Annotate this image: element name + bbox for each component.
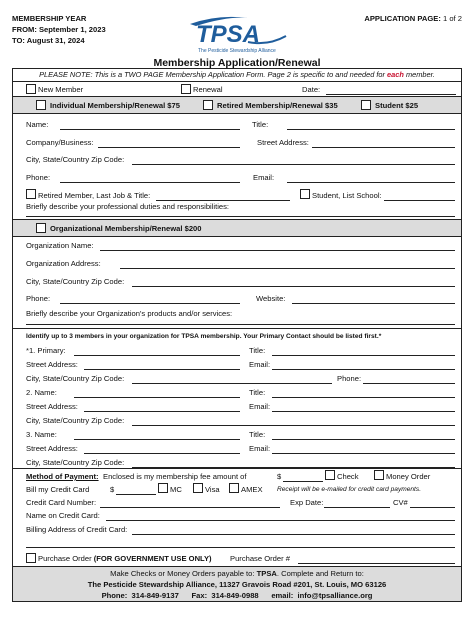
amex-checkbox[interactable] xyxy=(229,483,239,493)
member3-street-label: Street Address: xyxy=(26,444,78,453)
city-label: City, State/Country Zip Code: xyxy=(26,155,125,164)
renewal-label: Renewal xyxy=(193,85,223,94)
new-member-label: New Member xyxy=(38,85,84,94)
member2-email-label: Email: xyxy=(249,402,271,411)
cvv-label: CV# xyxy=(393,498,408,507)
duties-field[interactable] xyxy=(26,216,455,217)
member2-name-label: 2. Name: xyxy=(26,388,57,397)
footer-phone: 314-849-9137 xyxy=(131,591,179,600)
member1-email-field[interactable] xyxy=(272,369,455,370)
student-school-checkbox[interactable] xyxy=(300,189,310,199)
org-name-field[interactable] xyxy=(100,250,455,251)
amex-label: AMEX xyxy=(241,485,263,494)
logo-tagline: The Pesticide Stewardship Alliance xyxy=(198,48,276,54)
visa-label: Visa xyxy=(205,485,220,494)
name-label: Name: xyxy=(26,120,49,129)
phone-label: Phone: xyxy=(26,173,51,182)
po-number-field[interactable] xyxy=(298,563,455,564)
logo-text: TPSA xyxy=(196,21,261,48)
payment-method-label: Method of Payment: xyxy=(26,472,99,481)
mc-checkbox[interactable] xyxy=(158,483,168,493)
org-city-field[interactable] xyxy=(132,286,455,287)
org-website-field[interactable] xyxy=(292,303,455,304)
purchase-order-label xyxy=(38,554,212,563)
footer-fax: 314-849-0988 xyxy=(211,591,259,600)
po-number-label: Purchase Order # xyxy=(230,554,290,563)
member3-title-field[interactable] xyxy=(272,439,455,440)
student-option-label: Student $25 xyxy=(375,101,419,110)
members-intro: Identify up to 3 members in your organization for TPSA membership. Your Primary Contact should be listed first.* xyxy=(26,333,382,340)
member3-street-field[interactable] xyxy=(84,453,240,454)
city-field[interactable] xyxy=(132,164,455,165)
two-page-note xyxy=(13,69,461,80)
footer-email[interactable]: info@tpsalliance.org xyxy=(297,591,373,600)
money-order-checkbox[interactable] xyxy=(374,470,384,480)
street-label: Street Address: xyxy=(257,138,309,147)
retired-option-label: Retired Membership/Renewal $35 xyxy=(217,101,338,110)
name-on-card-label: Name on Credit Card: xyxy=(26,511,100,520)
organizational-checkbox[interactable] xyxy=(36,223,46,233)
member2-email-field[interactable] xyxy=(272,411,455,412)
new-member-checkbox[interactable] xyxy=(26,84,36,94)
student-school-field[interactable] xyxy=(384,200,455,201)
year-from: FROM: September 1, 2023 xyxy=(12,25,106,34)
check-checkbox[interactable] xyxy=(325,470,335,480)
org-describe-label: Briefly describe your Organization's products and/or services: xyxy=(26,309,233,318)
member3-email-label: Email: xyxy=(249,444,271,453)
tpsa-logo xyxy=(188,12,288,54)
student-school-label: Student, List School: xyxy=(312,191,382,200)
email-label: Email: xyxy=(253,173,275,182)
email-field[interactable] xyxy=(287,182,455,183)
org-phone-field[interactable] xyxy=(60,303,240,304)
phone-field[interactable] xyxy=(60,182,240,183)
member2-city-label: City, State/Country Zip Code: xyxy=(26,416,125,425)
form-title: Membership Application/Renewal xyxy=(153,57,321,69)
footer-payable-suffix: . Complete and Return to: xyxy=(276,569,364,578)
individual-checkbox[interactable] xyxy=(36,100,46,110)
year-to: TO: August 31, 2024 xyxy=(12,36,85,45)
name-on-card-field[interactable] xyxy=(106,520,455,521)
cc-number-field[interactable] xyxy=(100,507,280,508)
retired-member-label: Retired Member, Last Job & Title: xyxy=(38,191,151,200)
org-describe-field[interactable] xyxy=(26,324,455,325)
org-city-label: City, State/Country Zip Code: xyxy=(26,277,125,286)
membership-year-label: MEMBERSHIP YEAR xyxy=(12,14,87,23)
receipt-note: Receipt will be e-mailed for credit card payments. xyxy=(277,486,422,493)
enclosed-label: Enclosed is my membership fee amount of xyxy=(103,472,247,481)
note-prefix: PLEASE NOTE: This is a TWO PAGE Membership Application Form. Page 2 is specific to and needed for xyxy=(39,70,385,79)
title-field[interactable] xyxy=(287,129,455,130)
member1-street-field[interactable] xyxy=(84,369,240,370)
note-suffix: member. xyxy=(405,70,435,79)
org-name-label: Organization Name: xyxy=(26,241,94,250)
bill-card-label: Bill my Credit Card xyxy=(26,485,90,494)
bill-amount-field[interactable] xyxy=(116,494,156,495)
member2-street-label: Street Address: xyxy=(26,402,78,411)
member1-name-label: *1. Primary: xyxy=(26,346,66,355)
footer-payable-prefix: Make Checks or Money Orders payable to: xyxy=(110,569,255,578)
date-field[interactable] xyxy=(326,94,456,95)
cc-number-label: Credit Card Number: xyxy=(26,498,97,507)
billing-address-field[interactable] xyxy=(132,534,455,535)
application-page-label: APPLICATION PAGE: xyxy=(364,14,441,23)
member2-street-field[interactable] xyxy=(84,411,240,412)
company-field[interactable] xyxy=(98,147,240,148)
member1-phone-field[interactable] xyxy=(363,383,455,384)
duties-label: Briefly describe your professional duties and responsibilities: xyxy=(26,202,230,211)
date-label: Date: xyxy=(302,85,321,94)
cvv-field[interactable] xyxy=(410,507,455,508)
street-field[interactable] xyxy=(312,147,455,148)
member1-city-label: City, State/Country Zip Code: xyxy=(26,374,125,383)
member3-name-field[interactable] xyxy=(74,439,240,440)
exp-date-field[interactable] xyxy=(324,507,390,508)
fee-amount-field[interactable] xyxy=(283,481,323,482)
check-label: Check xyxy=(337,472,359,481)
company-label: Company/Business: xyxy=(26,138,94,147)
tpsa-logo-graphic xyxy=(188,12,288,54)
org-phone-label: Phone: xyxy=(26,294,51,303)
footer-fax-label: Fax: xyxy=(191,591,208,600)
org-address-field[interactable] xyxy=(120,268,455,269)
money-order-label: Money Order xyxy=(386,472,431,481)
individual-option-label: Individual Membership/Renewal $75 xyxy=(50,101,180,110)
retired-member-field[interactable] xyxy=(156,200,290,201)
footer-email-label: email: xyxy=(271,591,294,600)
member2-title-label: Title: xyxy=(249,388,266,397)
billing-address-label: Billing Address of Credit Card: xyxy=(26,525,128,534)
po-government-note: (FOR GOVERNMENT USE ONLY) xyxy=(93,554,212,563)
title-label: Title: xyxy=(252,120,269,129)
note-emphasis: each xyxy=(387,70,404,79)
member2-title-field[interactable] xyxy=(272,397,455,398)
footer-contact-line xyxy=(13,591,461,600)
member1-phone-label: Phone: xyxy=(337,374,362,383)
name-field[interactable] xyxy=(60,129,240,130)
student-checkbox[interactable] xyxy=(361,100,371,110)
retired-member-checkbox[interactable] xyxy=(26,189,36,199)
member1-name-field[interactable] xyxy=(74,355,240,356)
mc-label: MC xyxy=(170,485,182,494)
footer-payable-org: TPSA xyxy=(256,569,277,578)
member2-city-field[interactable] xyxy=(132,425,455,426)
member3-title-label: Title: xyxy=(249,430,266,439)
member1-street-label: Street Address: xyxy=(26,360,78,369)
fee-dollar-sign: $ xyxy=(277,472,282,481)
po-prefix: Purchase Order xyxy=(38,554,92,563)
org-website-label: Website: xyxy=(256,294,286,303)
bill-dollar-sign: $ xyxy=(110,485,115,494)
footer-phone-label: Phone: xyxy=(101,591,128,600)
billing-address-field-2[interactable] xyxy=(26,547,455,548)
footer-payable-line xyxy=(13,569,461,578)
member1-title-label: Title: xyxy=(249,346,266,355)
member3-city-label: City, State/Country Zip Code: xyxy=(26,458,125,467)
org-address-label: Organization Address: xyxy=(26,259,101,268)
purchase-order-checkbox[interactable] xyxy=(26,553,36,563)
member3-name-label: 3. Name: xyxy=(26,430,57,439)
application-page xyxy=(364,14,462,23)
organizational-option-label: Organizational Membership/Renewal $200 xyxy=(50,224,202,233)
visa-checkbox[interactable] xyxy=(193,483,203,493)
member2-name-field[interactable] xyxy=(74,397,240,398)
member3-email-field[interactable] xyxy=(272,453,455,454)
retired-checkbox[interactable] xyxy=(203,100,213,110)
member1-title-field[interactable] xyxy=(272,355,455,356)
member1-email-label: Email: xyxy=(249,360,271,369)
application-page-value: 1 of 2 xyxy=(443,14,462,23)
exp-date-label: Exp Date: xyxy=(290,498,324,507)
renewal-checkbox[interactable] xyxy=(181,84,191,94)
footer-address: The Pesticide Stewardship Alliance, 11327 Gravois Road #201, St. Louis, MO 63126 xyxy=(87,580,387,589)
member1-city-field[interactable] xyxy=(132,383,332,384)
